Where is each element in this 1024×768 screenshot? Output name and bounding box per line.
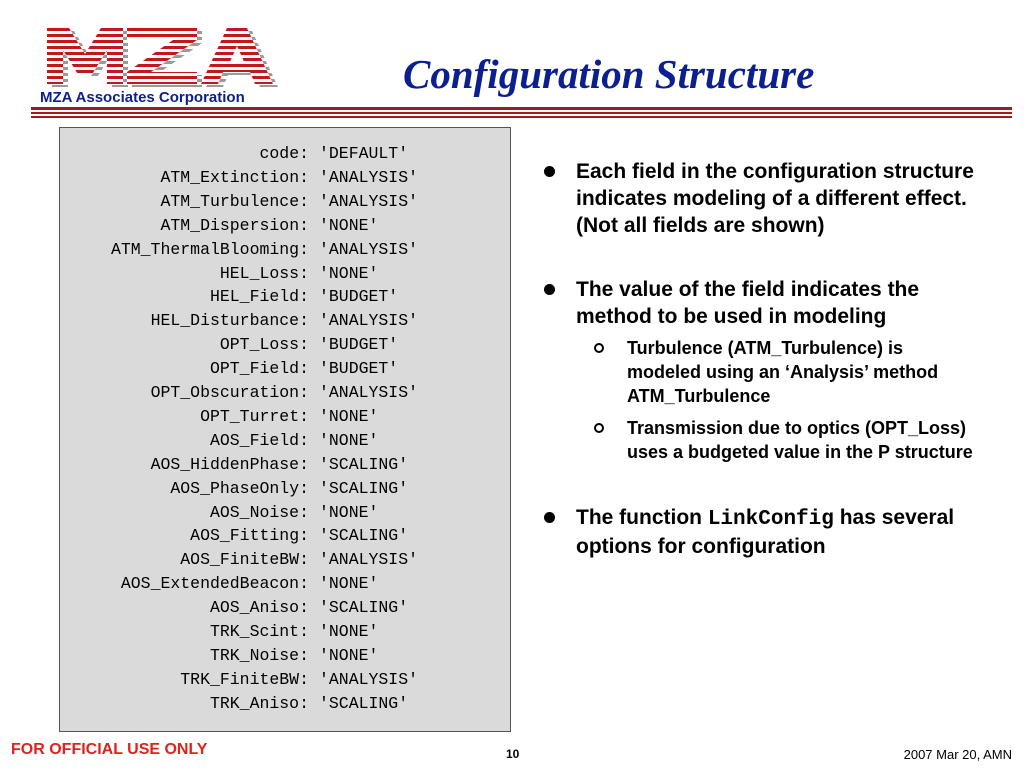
- bullet-dot-icon: [544, 166, 555, 177]
- code-line: [60, 383, 510, 403]
- config-code-box: [59, 127, 511, 732]
- bullet-text-pre: The function: [576, 506, 708, 529]
- field-value: 'NONE': [319, 406, 379, 426]
- field-name: TRK_Aniso:: [209, 693, 309, 713]
- bullet-list: [542, 158, 982, 560]
- sub-bullet-text: Turbulence (ATM_Turbulence) is modeled using an ‘Analysis’ method ATM_Turbulence: [627, 338, 939, 406]
- code-line: [60, 598, 510, 618]
- code-line: [60, 526, 510, 546]
- code-line: [60, 670, 510, 690]
- field-value: 'ANALYSIS': [319, 167, 419, 187]
- code-line: [60, 311, 510, 331]
- field-name: AOS_Aniso:: [209, 598, 309, 618]
- bullet-text: The value of the field indicates the method to be used in modeling: [576, 278, 920, 328]
- code-line: [60, 359, 510, 379]
- header-divider: [31, 112, 1012, 114]
- field-name: AOS_HiddenPhase:: [150, 454, 309, 474]
- bullet-item: [542, 158, 982, 239]
- code-line: [60, 455, 510, 475]
- field-name: HEL_Field:: [209, 287, 309, 307]
- field-value: 'SCALING': [319, 454, 409, 474]
- field-value: 'DEFAULT': [319, 144, 409, 163]
- header-divider: [31, 116, 1012, 118]
- field-value: 'ANALYSIS': [319, 669, 419, 689]
- field-name: ATM_ThermalBlooming:: [110, 239, 309, 259]
- code-line: [60, 646, 510, 666]
- field-value: 'ANALYSIS': [319, 383, 419, 402]
- bullet-text: Each field in the configuration structure indicates modeling of a different effect. (Not all fields are shown): [576, 160, 974, 237]
- field-value: 'ANALYSIS': [319, 239, 419, 259]
- field-value: 'SCALING': [319, 598, 409, 618]
- code-line: [60, 479, 510, 499]
- field-name: OPT_Obscuration:: [150, 383, 309, 402]
- field-name: code:: [259, 144, 309, 163]
- field-value: 'NONE': [319, 574, 379, 594]
- field-value: 'NONE': [319, 430, 379, 450]
- bullet-item: [542, 504, 982, 560]
- logo-letters: [47, 28, 273, 84]
- footer-date: 2007 Mar 20, AMN: [903, 747, 1012, 762]
- field-name: TRK_Scint:: [209, 622, 309, 641]
- code-line: [60, 622, 510, 642]
- code-line: [60, 264, 510, 284]
- code-line: [60, 192, 510, 212]
- function-name: LinkConfig: [707, 508, 834, 531]
- classification-label: FOR OFFICIAL USE ONLY: [11, 741, 208, 758]
- field-name: AOS_Noise:: [209, 502, 309, 522]
- field-name: OPT_Loss:: [219, 335, 309, 355]
- field-name: HEL_Loss:: [219, 263, 309, 283]
- code-line: [60, 550, 510, 570]
- code-line: [60, 574, 510, 594]
- field-value: 'ANALYSIS': [319, 311, 419, 331]
- field-value: 'BUDGET': [319, 287, 399, 307]
- field-value: 'NONE': [319, 622, 379, 641]
- field-value: 'BUDGET': [319, 335, 399, 355]
- field-name: AOS_FiniteBW:: [180, 550, 309, 570]
- field-value: 'ANALYSIS': [319, 191, 419, 211]
- field-value: 'NONE': [319, 645, 379, 665]
- mza-logo: [47, 28, 279, 90]
- field-name: ATM_Dispersion:: [160, 215, 309, 235]
- field-value: 'NONE': [319, 263, 379, 283]
- company-name: MZA Associates Corporation: [40, 89, 245, 106]
- bullet-ring-icon: [594, 423, 604, 433]
- page-number: 10: [506, 747, 520, 761]
- code-line: [60, 240, 510, 260]
- field-name: AOS_Fitting:: [190, 526, 309, 546]
- field-name: AOS_PhaseOnly:: [170, 478, 309, 498]
- code-line: [60, 216, 510, 236]
- code-line: [60, 407, 510, 427]
- field-value: 'BUDGET': [319, 359, 399, 379]
- field-name: TRK_Noise:: [209, 645, 309, 665]
- bullet-item: [542, 276, 982, 330]
- code-line: [60, 144, 510, 164]
- field-name: ATM_Turbulence:: [160, 191, 309, 211]
- field-name: AOS_Field:: [209, 430, 309, 450]
- field-value: 'SCALING': [319, 693, 409, 713]
- field-value: 'SCALING': [319, 526, 409, 546]
- field-name: OPT_Turret:: [200, 406, 309, 426]
- field-name: OPT_Field:: [209, 359, 309, 379]
- field-value: 'NONE': [319, 502, 379, 522]
- code-line: [60, 335, 510, 355]
- field-name: AOS_ExtendedBeacon:: [120, 574, 309, 594]
- field-name: HEL_Disturbance:: [150, 311, 309, 331]
- sub-bullet-text: Transmission due to optics (OPT_Loss) uses a budgeted value in the P structure: [627, 418, 973, 462]
- field-name: TRK_FiniteBW:: [180, 669, 309, 689]
- code-line: [60, 503, 510, 523]
- bullet-dot-icon: [544, 512, 555, 523]
- bullet-ring-icon: [594, 343, 604, 353]
- page-title: Configuration Structure: [403, 51, 815, 97]
- field-value: 'SCALING': [319, 478, 409, 498]
- field-value: 'NONE': [319, 215, 379, 235]
- code-line: [60, 431, 510, 451]
- bullet-dot-icon: [544, 284, 555, 295]
- field-name: ATM_Extinction:: [160, 167, 309, 187]
- sub-bullet-item: [542, 336, 982, 408]
- sub-bullet-item: [542, 416, 982, 464]
- code-line: [60, 694, 510, 714]
- header-divider: [31, 107, 1012, 110]
- code-line: [60, 287, 510, 307]
- code-line: [60, 168, 510, 188]
- field-value: 'ANALYSIS': [319, 550, 419, 570]
- bullet-text-post: has several options for configuration: [576, 506, 955, 558]
